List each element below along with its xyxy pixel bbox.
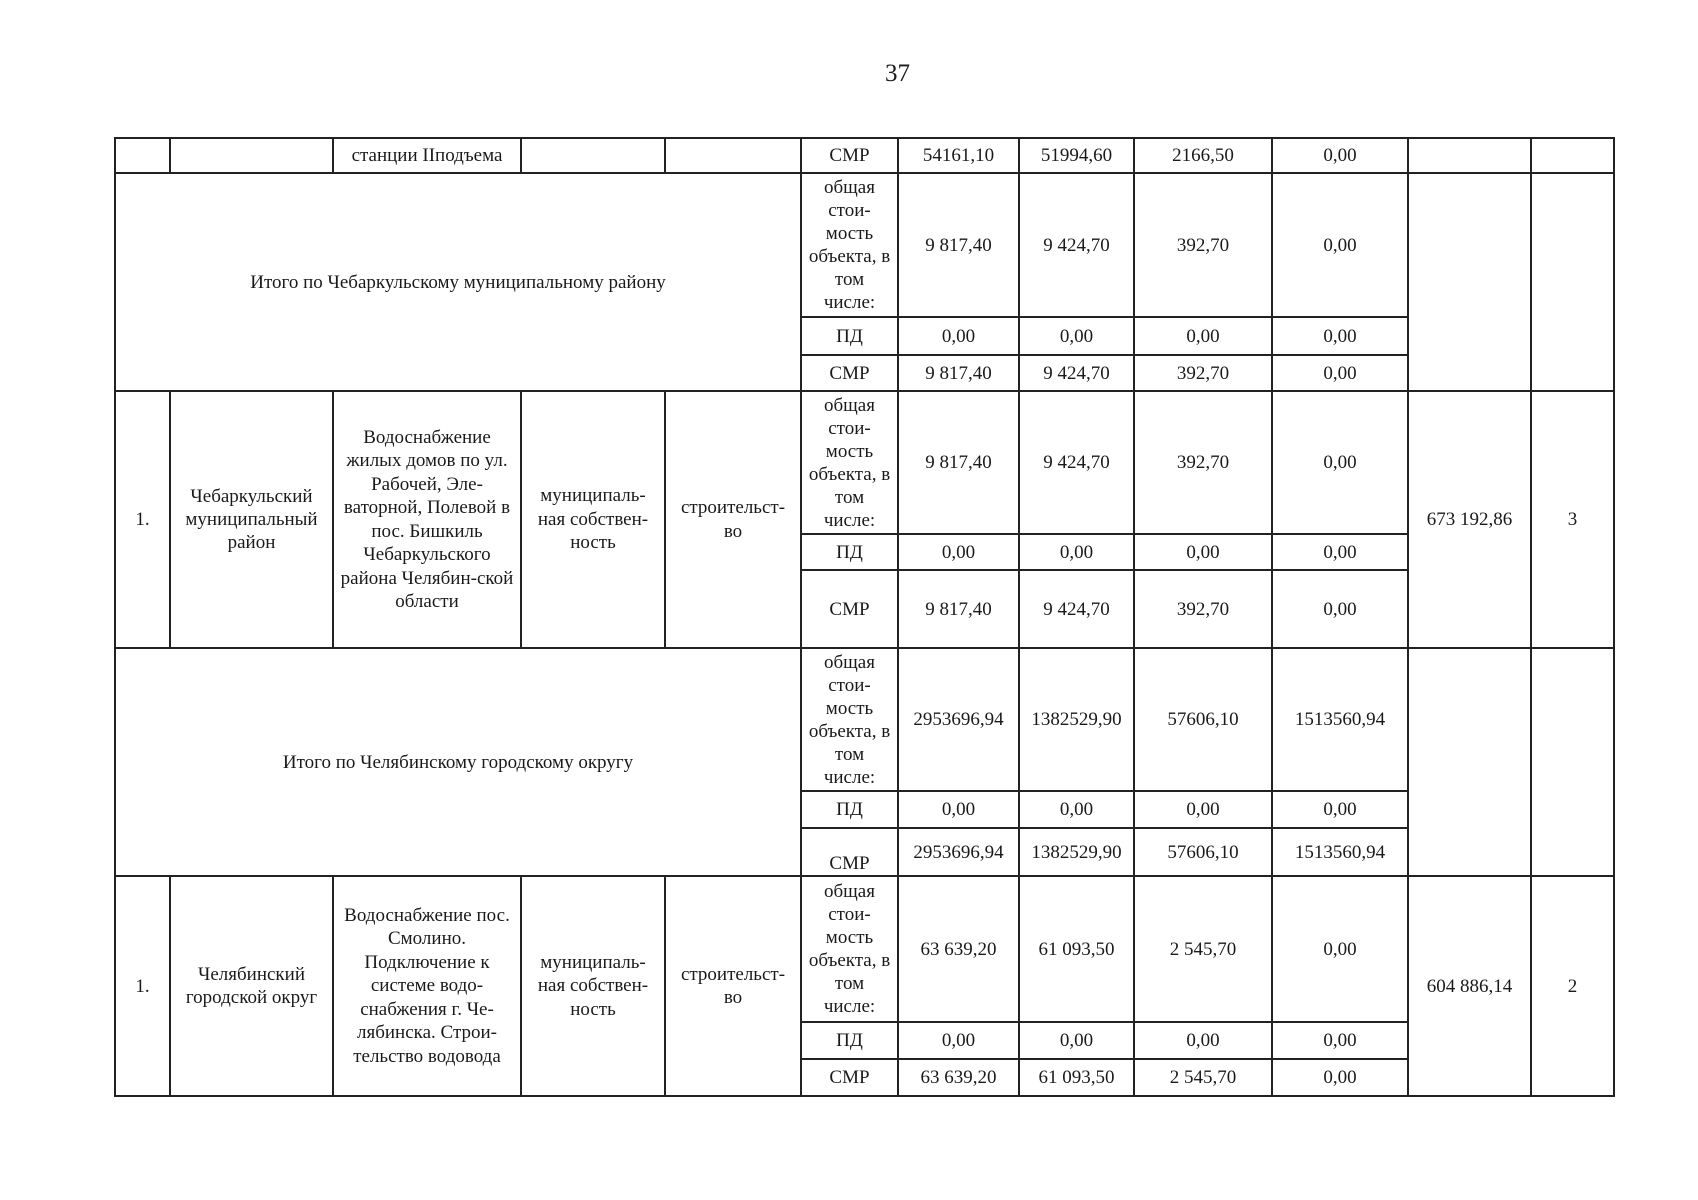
value-cell: 57606,10 — [1134, 828, 1272, 876]
value-cell: 1513560,94 — [1272, 648, 1408, 791]
value-cell: 392,70 — [1134, 391, 1272, 534]
rank-cell: 3 — [1531, 391, 1614, 648]
municipality-cell: Чебаркульский муниципальный район — [170, 391, 333, 648]
value-cell: 1382529,90 — [1019, 828, 1134, 876]
cost-type-cell: общая стои-мость объекта, в том числе: — [801, 391, 898, 534]
value-cell: 0,00 — [1272, 570, 1408, 648]
value-cell: 0,00 — [1272, 391, 1408, 534]
value-cell: 9 424,70 — [1019, 570, 1134, 648]
value-cell: 0,00 — [1134, 1022, 1272, 1059]
ownership-cell: муниципаль-ная собствен-ность — [521, 876, 665, 1096]
ownership-cell: муниципаль-ная собствен-ность — [521, 391, 665, 648]
funding-table — [114, 137, 1615, 1097]
cost-type-cell: ПД — [801, 791, 898, 828]
value-cell: 0,00 — [898, 791, 1019, 828]
value-cell: 2 545,70 — [1134, 1059, 1272, 1096]
value-cell: 1513560,94 — [1272, 828, 1408, 876]
value-cell: 0,00 — [898, 1022, 1019, 1059]
cost-type-cell: общая стои-мость объекта, в том числе: — [801, 876, 898, 1022]
value-cell: 9 424,70 — [1019, 173, 1134, 317]
cell-empty — [1531, 138, 1614, 173]
value-cell: 0,00 — [1272, 317, 1408, 355]
amount-cell: 673 192,86 — [1408, 391, 1531, 648]
cell-empty — [665, 138, 801, 173]
cell-empty — [521, 138, 665, 173]
cell-empty — [115, 138, 170, 173]
cell-empty — [1531, 173, 1614, 391]
value-cell: 0,00 — [1134, 791, 1272, 828]
page-number: 37 — [885, 60, 910, 87]
object-name-cell: Водоснабжение жилых домов по ул. Рабочей, Эле-ваторной, Полевой в пос. Бишкиль Чебаркульского района Челябин-ской области — [333, 391, 521, 648]
value-cell: 63 639,20 — [898, 876, 1019, 1022]
municipality-cell: Челябинский городской округ — [170, 876, 333, 1096]
value-cell: 9 817,40 — [898, 391, 1019, 534]
work-type-cell: строительст-во — [665, 876, 801, 1096]
amount-cell: 604 886,14 — [1408, 876, 1531, 1096]
value-cell: 392,70 — [1134, 570, 1272, 648]
cost-type-cell: СМР — [801, 570, 898, 648]
row-number-cell: 1. — [115, 391, 170, 648]
total-label-cell: Итого по Чебаркульскому муниципальному району — [115, 173, 801, 391]
value-cell: 9 424,70 — [1019, 355, 1134, 391]
value-cell: 0,00 — [1272, 1059, 1408, 1096]
value-cell: 61 093,50 — [1019, 1059, 1134, 1096]
value-cell: 51994,60 — [1019, 138, 1134, 173]
value-cell: 0,00 — [1019, 791, 1134, 828]
value-cell: 392,70 — [1134, 355, 1272, 391]
object-name-cell: Водоснабжение пос. Смолино. Подключение к системе водо-снабжения г. Че-лябинска. Строи-тельство водовода — [333, 876, 521, 1096]
value-cell: 9 817,40 — [898, 173, 1019, 317]
value-cell: 1382529,90 — [1019, 648, 1134, 791]
value-cell: 2953696,94 — [898, 828, 1019, 876]
cost-type-cell: общая стои-мость объекта, в том числе: — [801, 173, 898, 317]
cost-type-cell: ПД — [801, 534, 898, 570]
value-cell: 57606,10 — [1134, 648, 1272, 791]
cost-type-cell: СМР — [801, 138, 898, 173]
cell-empty — [1408, 648, 1531, 876]
value-cell: 0,00 — [1272, 355, 1408, 391]
cost-type-cell: СМР — [801, 828, 898, 876]
cell-empty — [1531, 648, 1614, 876]
object-name-cell: станции IIподъема — [333, 138, 521, 173]
cell-empty — [1408, 138, 1531, 173]
cost-type-cell: СМР — [801, 1059, 898, 1096]
value-cell: 0,00 — [1019, 317, 1134, 355]
cost-type-cell: ПД — [801, 317, 898, 355]
value-cell: 0,00 — [1134, 317, 1272, 355]
table-row — [115, 391, 1614, 534]
value-cell: 0,00 — [1272, 1022, 1408, 1059]
value-cell: 0,00 — [1272, 138, 1408, 173]
value-cell: 0,00 — [1272, 534, 1408, 570]
table-row — [115, 876, 1614, 1022]
cost-type-cell: СМР — [801, 355, 898, 391]
table-row — [115, 173, 1614, 317]
value-cell: 54161,10 — [898, 138, 1019, 173]
value-cell: 9 817,40 — [898, 570, 1019, 648]
table-row — [115, 138, 1614, 173]
value-cell: 0,00 — [1272, 876, 1408, 1022]
row-number-cell: 1. — [115, 876, 170, 1096]
table-row — [115, 648, 1614, 791]
value-cell: 9 817,40 — [898, 355, 1019, 391]
work-type-cell: строительст-во — [665, 391, 801, 648]
value-cell: 0,00 — [1272, 173, 1408, 317]
value-cell: 61 093,50 — [1019, 876, 1134, 1022]
cell-empty — [170, 138, 333, 173]
value-cell: 2 545,70 — [1134, 876, 1272, 1022]
total-label-cell: Итого по Челябинскому городскому округу — [115, 648, 801, 876]
value-cell: 0,00 — [898, 317, 1019, 355]
value-cell: 0,00 — [1019, 534, 1134, 570]
rank-cell: 2 — [1531, 876, 1614, 1096]
cost-type-cell: ПД — [801, 1022, 898, 1059]
value-cell: 2166,50 — [1134, 138, 1272, 173]
value-cell: 63 639,20 — [898, 1059, 1019, 1096]
cell-empty — [1408, 173, 1531, 391]
cost-type-cell: общая стои-мость объекта, в том числе: — [801, 648, 898, 791]
value-cell: 0,00 — [1019, 1022, 1134, 1059]
value-cell: 392,70 — [1134, 173, 1272, 317]
value-cell: 0,00 — [1134, 534, 1272, 570]
value-cell: 2953696,94 — [898, 648, 1019, 791]
value-cell: 0,00 — [898, 534, 1019, 570]
value-cell: 9 424,70 — [1019, 391, 1134, 534]
value-cell: 0,00 — [1272, 791, 1408, 828]
